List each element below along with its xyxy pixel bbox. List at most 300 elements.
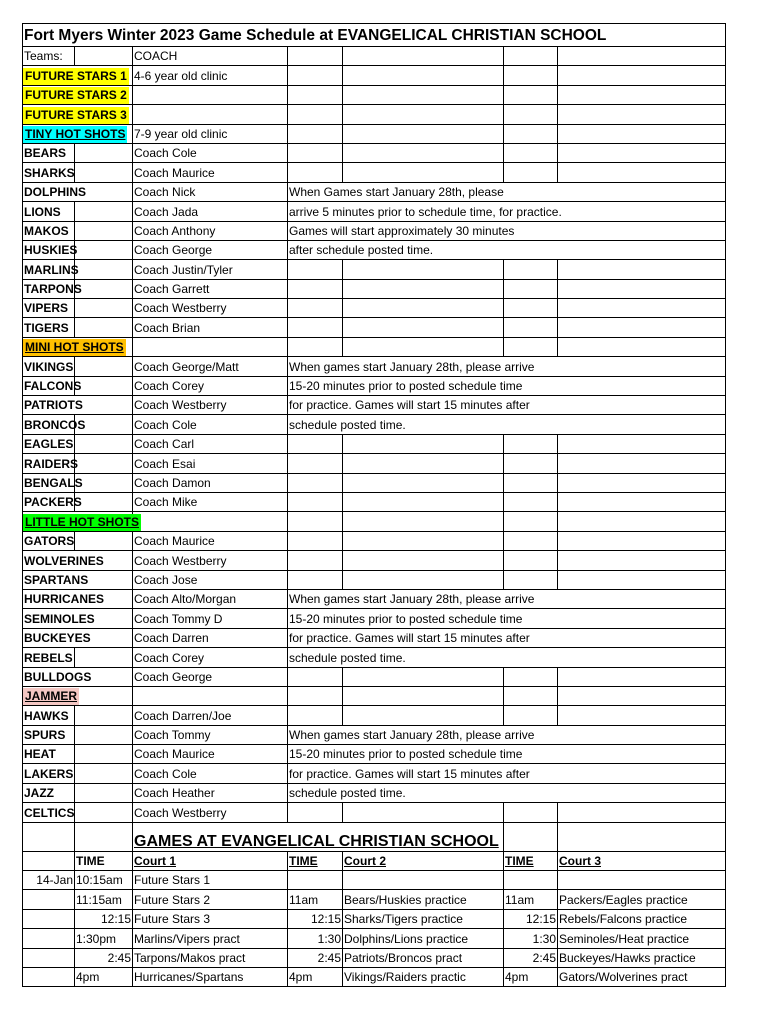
team-row xyxy=(23,357,726,376)
court2-time xyxy=(288,871,343,890)
team-row xyxy=(23,492,726,511)
future-stars-row xyxy=(23,66,726,85)
court3-game: Packers/Eagles practice xyxy=(558,890,726,909)
practice-note: for practice. Games will start 15 minutes after xyxy=(288,628,726,647)
team-name: JAZZ xyxy=(23,783,75,802)
team-row xyxy=(23,570,726,589)
blank-cell xyxy=(288,163,343,182)
division-label: TINY HOT SHOTS xyxy=(25,126,126,141)
blank-cell xyxy=(504,454,558,473)
blank-cell xyxy=(558,822,726,851)
team-row xyxy=(23,551,726,570)
blank-cell xyxy=(343,473,504,492)
blank-cell xyxy=(288,551,343,570)
team-name: FALCONS xyxy=(23,376,75,395)
blank-cell xyxy=(558,143,726,162)
team-name: VIKINGS xyxy=(23,357,75,376)
team-row xyxy=(23,706,726,725)
blank-cell xyxy=(504,124,558,143)
blank-cell xyxy=(75,531,133,550)
blank-cell xyxy=(75,299,133,318)
team-name: MAKOS xyxy=(23,221,75,240)
practice-note: When Games start January 28th, please xyxy=(288,182,726,201)
game-date xyxy=(23,929,75,948)
blank-cell xyxy=(288,124,343,143)
team-row xyxy=(23,318,726,337)
game-row xyxy=(23,948,726,967)
team-name: SEMINOLES xyxy=(23,609,133,628)
game-row xyxy=(23,871,726,890)
coach-name: Coach Westberry xyxy=(133,299,288,318)
coach-name: Coach Cole xyxy=(133,415,288,434)
court3-time: 2:45 xyxy=(504,948,558,967)
coach-header: COACH xyxy=(133,47,288,66)
blank-cell xyxy=(75,357,133,376)
blank-cell xyxy=(288,803,343,822)
team-name: HEAT xyxy=(23,745,75,764)
practice-note: 15-20 minutes prior to posted schedule time xyxy=(288,609,726,628)
division-cell xyxy=(23,337,133,356)
blank-cell xyxy=(288,260,343,279)
team-name: TIGERS xyxy=(23,318,75,337)
team-row xyxy=(23,221,726,240)
team-name: PATRIOTS xyxy=(23,396,133,415)
blank-cell xyxy=(558,531,726,550)
practice-note: after schedule posted time. xyxy=(288,240,726,259)
blank-cell xyxy=(343,318,504,337)
game-row xyxy=(23,909,726,928)
blank-cell xyxy=(75,706,133,725)
division-cell xyxy=(23,85,133,104)
coach-name: Coach Jose xyxy=(133,570,288,589)
blank-cell xyxy=(23,822,75,851)
court3-time: 11am xyxy=(504,890,558,909)
blank-cell xyxy=(288,279,343,298)
team-name: BULLDOGS xyxy=(23,667,133,686)
future-stars-row xyxy=(23,85,726,104)
blank-cell xyxy=(75,163,133,182)
blank-cell xyxy=(23,851,75,870)
practice-note: schedule posted time. xyxy=(288,783,726,802)
coach-name: 4-6 year old clinic xyxy=(133,66,288,85)
division-note xyxy=(133,686,288,705)
practice-note: Games will start approximately 30 minutes xyxy=(288,221,726,240)
coach-name: Coach Westberry xyxy=(133,396,288,415)
blank-cell xyxy=(558,85,726,104)
blank-cell xyxy=(558,337,726,356)
team-row xyxy=(23,764,726,783)
team-name: DOLPHINS xyxy=(23,182,133,201)
blank-cell xyxy=(288,434,343,453)
court2-game: Sharks/Tigers practice xyxy=(343,909,504,928)
division-cell xyxy=(23,686,133,705)
team-row xyxy=(23,376,726,395)
coach-name: Coach Westberry xyxy=(133,803,288,822)
court1-header: Court 1 xyxy=(133,851,288,870)
blank-cell xyxy=(504,143,558,162)
blank-cell xyxy=(288,667,343,686)
blank-cell xyxy=(504,85,558,104)
blank-cell xyxy=(288,47,343,66)
court2-time: 11am xyxy=(288,890,343,909)
blank-cell xyxy=(504,531,558,550)
blank-cell xyxy=(558,299,726,318)
team-name: BUCKEYES xyxy=(23,628,133,647)
coach-name: Coach Darren/Joe xyxy=(133,706,288,725)
team-row xyxy=(23,202,726,221)
blank-cell xyxy=(75,318,133,337)
game-row xyxy=(23,929,726,948)
team-row xyxy=(23,260,726,279)
blank-cell xyxy=(558,318,726,337)
court2-time: 2:45 xyxy=(288,948,343,967)
blank-cell xyxy=(343,686,504,705)
team-row xyxy=(23,415,726,434)
team-name: HAWKS xyxy=(23,706,75,725)
coach-name: Coach Maurice xyxy=(133,745,288,764)
practice-note: arrive 5 minutes prior to schedule time, for practice. xyxy=(288,202,726,221)
team-row xyxy=(23,473,726,492)
blank-cell xyxy=(558,492,726,511)
court3-time xyxy=(504,871,558,890)
blank-cell xyxy=(288,570,343,589)
blank-cell xyxy=(343,143,504,162)
blank-cell xyxy=(504,66,558,85)
blank-cell xyxy=(504,318,558,337)
blank-cell xyxy=(504,163,558,182)
blank-cell xyxy=(504,299,558,318)
blank-cell xyxy=(558,105,726,124)
court3-game: Rebels/Falcons practice xyxy=(558,909,726,928)
team-name: WOLVERINES xyxy=(23,551,133,570)
team-row xyxy=(23,163,726,182)
team-name: LAKERS xyxy=(23,764,75,783)
game-date xyxy=(23,948,75,967)
blank-cell xyxy=(343,803,504,822)
blank-cell xyxy=(558,667,726,686)
team-name: VIPERS xyxy=(23,299,75,318)
blank-cell xyxy=(343,279,504,298)
practice-note: When games start January 28th, please arrive xyxy=(288,357,726,376)
coach-name: Coach George xyxy=(133,667,288,686)
blank-cell xyxy=(343,299,504,318)
court2-time: 4pm xyxy=(288,967,343,986)
blank-cell xyxy=(75,764,133,783)
practice-note: for practice. Games will start 15 minutes after xyxy=(288,764,726,783)
games-heading: GAMES AT EVANGELICAL CHRISTIAN SCHOOL xyxy=(134,832,499,850)
blank-cell xyxy=(75,473,133,492)
blank-cell xyxy=(558,279,726,298)
court3-header: Court 3 xyxy=(558,851,726,870)
team-row xyxy=(23,803,726,822)
blank-cell xyxy=(343,667,504,686)
coach-name: Coach George xyxy=(133,240,288,259)
blank-cell xyxy=(343,492,504,511)
division-label: MINI HOT SHOTS xyxy=(25,340,124,355)
court1-time: 12:15 xyxy=(75,909,133,928)
blank-cell xyxy=(343,105,504,124)
team-name: LIONS xyxy=(23,202,75,221)
team-name: SPURS xyxy=(23,725,75,744)
blank-cell xyxy=(288,318,343,337)
division-label: LITTLE HOT SHOTS xyxy=(25,514,139,529)
team-row xyxy=(23,589,726,608)
team-name: BENGALS xyxy=(23,473,75,492)
future-stars-label: FUTURE STARS 1 xyxy=(25,68,127,83)
games-header-row xyxy=(23,851,726,870)
coach-name: Coach Corey xyxy=(133,376,288,395)
court1-time: 1:30pm xyxy=(75,929,133,948)
blank-cell xyxy=(558,124,726,143)
coach-name: Coach Damon xyxy=(133,473,288,492)
coach-name: Coach Tommy xyxy=(133,725,288,744)
coach-name: Coach Heather xyxy=(133,783,288,802)
team-row xyxy=(23,279,726,298)
future-stars-row xyxy=(23,105,726,124)
court2-game: Vikings/Raiders practic xyxy=(343,967,504,986)
coach-name: Coach Cole xyxy=(133,143,288,162)
court1-game: Marlins/Vipers pract xyxy=(133,929,288,948)
division-cell xyxy=(23,124,133,143)
court3-game: Gators/Wolverines pract xyxy=(558,967,726,986)
court1-time: 11:15am xyxy=(75,890,133,909)
blank-cell xyxy=(504,822,558,851)
blank-cell xyxy=(75,648,133,667)
division-label: JAMMER xyxy=(25,689,78,704)
game-date: 14-Jan xyxy=(23,871,75,890)
team-name: BRONCOS xyxy=(23,415,75,434)
coach-name: Coach Carl xyxy=(133,434,288,453)
blank-cell xyxy=(288,473,343,492)
game-row xyxy=(23,967,726,986)
court3-time: 4pm xyxy=(504,967,558,986)
coach-name: Coach George/Matt xyxy=(133,357,288,376)
team-row xyxy=(23,299,726,318)
blank-cell xyxy=(288,66,343,85)
team-row xyxy=(23,182,726,201)
blank-cell xyxy=(288,337,343,356)
team-row xyxy=(23,240,726,259)
court2-game: Patriots/Broncos pract xyxy=(343,948,504,967)
coach-name: Coach Alto/Morgan xyxy=(133,589,288,608)
blank-cell xyxy=(504,260,558,279)
court1-game: Hurricanes/Spartans xyxy=(133,967,288,986)
blank-cell xyxy=(288,531,343,550)
division-note xyxy=(133,512,288,531)
division-row-little xyxy=(23,512,726,531)
blank-cell xyxy=(343,512,504,531)
blank-cell xyxy=(504,570,558,589)
game-date xyxy=(23,890,75,909)
team-name: CELTICS xyxy=(23,803,75,822)
blank-cell xyxy=(343,570,504,589)
coach-name: Coach Maurice xyxy=(133,531,288,550)
court3-game xyxy=(558,871,726,890)
blank-cell xyxy=(343,434,504,453)
team-row xyxy=(23,454,726,473)
blank-cell xyxy=(75,240,133,259)
team-row xyxy=(23,396,726,415)
blank-cell xyxy=(288,492,343,511)
division-cell xyxy=(23,66,133,85)
blank-cell xyxy=(504,337,558,356)
team-name: EAGLES xyxy=(23,434,75,453)
court2-header: Court 2 xyxy=(343,851,504,870)
court1-time: 2:45 xyxy=(75,948,133,967)
blank-cell xyxy=(75,822,133,851)
team-name: REBELS xyxy=(23,648,75,667)
team-name: SHARKS xyxy=(23,163,75,182)
blank-cell xyxy=(504,551,558,570)
blank-cell xyxy=(504,105,558,124)
division-row-tiny xyxy=(23,124,726,143)
court3-game: Buckeyes/Hawks practice xyxy=(558,948,726,967)
blank-cell xyxy=(75,725,133,744)
game-date xyxy=(23,967,75,986)
coach-name: Coach Mike xyxy=(133,492,288,511)
team-name: TARPONS xyxy=(23,279,75,298)
blank-cell xyxy=(343,85,504,104)
blank-cell xyxy=(75,745,133,764)
team-name: GATORS xyxy=(23,531,75,550)
blank-cell xyxy=(75,376,133,395)
blank-cell xyxy=(558,473,726,492)
blank-cell xyxy=(558,570,726,589)
blank-cell xyxy=(558,706,726,725)
blank-cell xyxy=(343,706,504,725)
blank-cell xyxy=(558,686,726,705)
blank-cell xyxy=(288,143,343,162)
time-header: TIME xyxy=(288,851,343,870)
coach-name: Coach Garrett xyxy=(133,279,288,298)
team-name: HURRICANES xyxy=(23,589,133,608)
blank-cell xyxy=(504,686,558,705)
coach-name: Coach Esai xyxy=(133,454,288,473)
blank-cell xyxy=(343,454,504,473)
page-title: Fort Myers Winter 2023 Game Schedule at EVANGELICAL CHRISTIAN SCHOOL xyxy=(23,24,726,47)
blank-cell xyxy=(75,47,133,66)
team-row xyxy=(23,434,726,453)
practice-note: When games start January 28th, please arrive xyxy=(288,725,726,744)
court1-game: Future Stars 1 xyxy=(133,871,288,890)
team-name: RAIDERS xyxy=(23,454,75,473)
team-name: BEARS xyxy=(23,143,75,162)
blank-cell xyxy=(558,434,726,453)
court1-game: Tarpons/Makos pract xyxy=(133,948,288,967)
schedule-sheet xyxy=(22,23,726,987)
blank-cell xyxy=(504,706,558,725)
division-cell xyxy=(23,512,139,531)
blank-cell xyxy=(75,260,133,279)
court1-time: 4pm xyxy=(75,967,133,986)
blank-cell xyxy=(75,492,133,511)
court3-time: 12:15 xyxy=(504,909,558,928)
blank-cell xyxy=(343,551,504,570)
blank-cell xyxy=(288,454,343,473)
blank-cell xyxy=(75,202,133,221)
court2-game: Dolphins/Lions practice xyxy=(343,929,504,948)
coach-name: Coach Maurice xyxy=(133,163,288,182)
team-name: MARLINS xyxy=(23,260,75,279)
games-heading-row xyxy=(23,822,726,851)
teams-label: Teams: xyxy=(23,47,75,66)
blank-cell xyxy=(288,686,343,705)
court3-time: 1:30 xyxy=(504,929,558,948)
team-row xyxy=(23,745,726,764)
court1-game: Future Stars 2 xyxy=(133,890,288,909)
blank-cell xyxy=(504,667,558,686)
court2-time: 12:15 xyxy=(288,909,343,928)
coach-name: Coach Anthony xyxy=(133,221,288,240)
blank-cell xyxy=(288,512,343,531)
games-heading-cell xyxy=(133,822,504,851)
court1-time: 10:15am xyxy=(75,871,133,890)
time-header: TIME xyxy=(75,851,133,870)
coach-name: Coach Nick xyxy=(133,182,288,201)
court2-time: 1:30 xyxy=(288,929,343,948)
coach-name: Coach Darren xyxy=(133,628,288,647)
team-row xyxy=(23,143,726,162)
practice-note: When games start January 28th, please arrive xyxy=(288,589,726,608)
practice-note: 15-20 minutes prior to posted schedule time xyxy=(288,745,726,764)
blank-cell xyxy=(558,454,726,473)
blank-cell xyxy=(75,434,133,453)
team-row xyxy=(23,783,726,802)
blank-cell xyxy=(504,492,558,511)
team-name: SPARTANS xyxy=(23,570,133,589)
team-name: PACKERS xyxy=(23,492,75,511)
team-row xyxy=(23,725,726,744)
blank-cell xyxy=(343,47,504,66)
future-stars-label: FUTURE STARS 3 xyxy=(25,107,127,122)
practice-note: for practice. Games will start 15 minutes after xyxy=(288,396,726,415)
court2-game: Bears/Huskies practice xyxy=(343,890,504,909)
blank-cell xyxy=(343,531,504,550)
blank-cell xyxy=(75,783,133,802)
practice-note: schedule posted time. xyxy=(288,415,726,434)
coach-name: Coach Westberry xyxy=(133,551,288,570)
blank-cell xyxy=(343,337,504,356)
blank-cell xyxy=(288,299,343,318)
coach-name: Coach Justin/Tyler xyxy=(133,260,288,279)
court1-game: Future Stars 3 xyxy=(133,909,288,928)
division-note xyxy=(133,337,288,356)
blank-cell xyxy=(288,85,343,104)
blank-cell xyxy=(558,66,726,85)
teams-header-row xyxy=(23,47,726,66)
blank-cell xyxy=(343,124,504,143)
team-row xyxy=(23,609,726,628)
blank-cell xyxy=(558,47,726,66)
time-header: TIME xyxy=(504,851,558,870)
coach-name: Coach Tommy D xyxy=(133,609,288,628)
blank-cell xyxy=(504,434,558,453)
team-name: HUSKIES xyxy=(23,240,75,259)
future-stars-label: FUTURE STARS 2 xyxy=(25,88,127,103)
coach-name: Coach Cole xyxy=(133,764,288,783)
blank-cell xyxy=(558,260,726,279)
game-date xyxy=(23,909,75,928)
team-row xyxy=(23,628,726,647)
team-row xyxy=(23,667,726,686)
blank-cell xyxy=(75,143,133,162)
blank-cell xyxy=(504,47,558,66)
blank-cell xyxy=(288,105,343,124)
division-note: 7-9 year old clinic xyxy=(133,124,288,143)
coach-name xyxy=(133,85,288,104)
division-cell xyxy=(23,105,133,124)
game-row xyxy=(23,890,726,909)
